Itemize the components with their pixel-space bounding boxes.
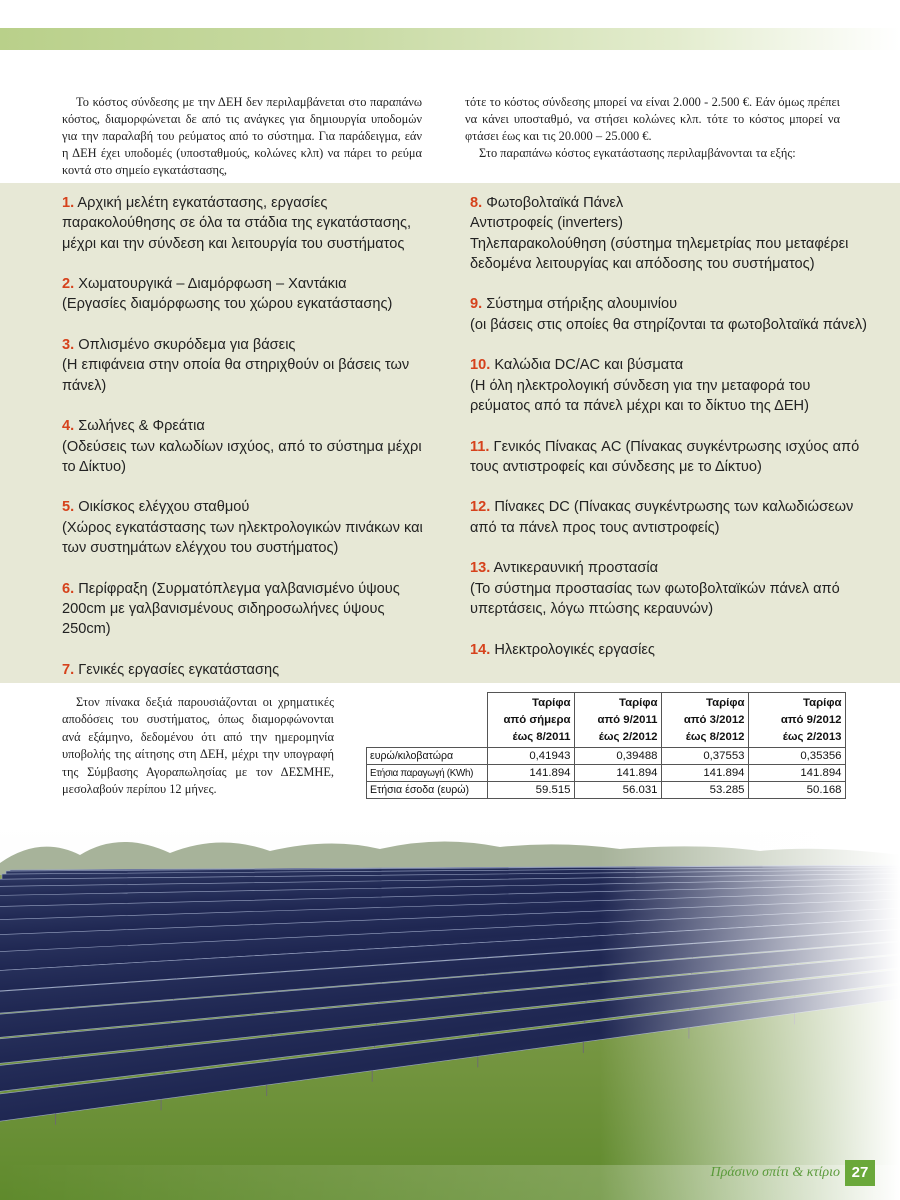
cost-item-number: 12.	[470, 499, 491, 516]
cost-item	[62, 497, 432, 558]
tariff-cell: 0,37553	[661, 748, 748, 765]
intro-text-right	[465, 94, 840, 162]
cost-item-description: (Η επιφάνεια στην οποία θα στηριχθούν οι βάσεις των πάνελ)	[62, 357, 410, 394]
cost-item	[62, 335, 432, 396]
cost-item-description: (Οδεύσεις των καλωδίων ισχύος, από το σύστημα μέχρι το Δίκτυο)	[62, 438, 422, 475]
cost-item-number: 3.	[62, 337, 75, 354]
tariff-row-label: Ετήσια έσοδα (ευρώ)	[367, 782, 488, 799]
table-description-text: Στον πίνακα δεξιά παρουσιάζονται οι χρηματικές αποδόσεις του συστήματος, όπως διαμορφώνονται ανά εξάμηνο, δεδομένου ότι από την ημερομηνία υποβολής της αίτησης στη ΔΕΗ, μέχρι την υπογραφή της Σύμβασης Αγοραπωλησίας με τον ΔΕΣΜΗΕ, μεσολαβούν περίπου 12 μήνες.	[62, 695, 334, 797]
cost-item	[62, 660, 432, 680]
cost-item-number: 11.	[470, 438, 490, 455]
tariff-header-3-line3: έως 8/2012	[685, 731, 745, 743]
cost-item-title: Χωματουργικά – Διαμόρφωση – Χαντάκια	[78, 276, 347, 293]
tariff-header-4-line3: έως 2/2013	[782, 731, 842, 743]
cost-item-description: (Η όλη ηλεκτρολογική σύνδεση για την μεταφορά του ρεύματος από τα πάνελ μέχρι και το δίκτυο της ΔΕΗ)	[470, 377, 811, 414]
tariff-cell: 56.031	[574, 782, 661, 799]
cost-item-title: Γενικός Πίνακας AC (Πίνακας συγκέντρωσης ισχύος από τους αντιστροφείς και σύνδεσης με το Δίκτυο)	[470, 438, 860, 475]
cost-list-left	[62, 193, 432, 700]
cost-item-title: Περίφραξη (Συρματόπλεγμα γαλβανισμένο ύψους 200cm με γαλβανισμένους σιδηροσωλήνες ύψους 250cm)	[62, 580, 400, 638]
intro-paragraph-right-2: Στο παραπάνω κόστος εγκατάστασης περιλαμβάνονται τα εξής:	[479, 146, 796, 160]
tariff-cell: 0,39488	[574, 748, 661, 765]
tariff-header-row	[367, 693, 846, 748]
cost-item-title: Καλώδια DC/AC και βύσματα	[494, 357, 684, 374]
cost-item-title: Σωλήνες & Φρεάτια	[78, 418, 205, 435]
tariff-header-4-line2: από 9/2012	[780, 714, 842, 726]
solar-farm-photo	[0, 825, 900, 1200]
page-number: 27	[845, 1160, 875, 1186]
tariff-cell: 141.894	[748, 765, 845, 782]
tariff-cell: 141.894	[487, 765, 574, 782]
cost-item-number: 14.	[470, 641, 491, 658]
cost-item-number: 9.	[470, 296, 483, 313]
cost-item-title: Αντικεραυνική προστασία	[493, 560, 659, 577]
cost-item-title: Φωτοβολταϊκά Πάνελ	[486, 195, 624, 211]
tariff-header-3-line2: από 3/2012	[683, 714, 745, 726]
cost-item	[470, 294, 870, 335]
tariff-header-1-line1: Ταρίφα	[532, 697, 571, 709]
tariff-table	[366, 692, 846, 799]
cost-item	[470, 193, 870, 274]
tariff-cell: 59.515	[487, 782, 574, 799]
cost-item-number: 5.	[62, 499, 75, 516]
cost-item-number: 1.	[62, 195, 75, 211]
cost-item-description: (Εργασίες διαμόρφωσης του χώρου εγκατάστασης)	[62, 296, 393, 313]
solar-farm-illustration	[0, 825, 900, 1200]
cost-item-number: 13.	[470, 560, 491, 577]
cost-item-number: 6.	[62, 580, 75, 597]
tariff-cell: 53.285	[661, 782, 748, 799]
cost-item-title: Σύστημα στήριξης αλουμινίου	[486, 296, 678, 313]
tariff-cell: 141.894	[574, 765, 661, 782]
tariff-header-3	[661, 693, 748, 748]
cost-item-title: Αρχική μελέτη εγκατάστασης, εργασίες παρακολούθησης σε όλα τα στάδια της εγκατάστασης, μέχρι και την σύνδεση και λειτουργία του συστήματος	[62, 195, 412, 252]
cost-item-number: 10.	[470, 357, 491, 374]
magazine-title: Πράσινο σπίτι & κτίριο	[710, 1165, 840, 1180]
tariff-header-empty	[367, 693, 488, 748]
cost-item-description: Αντιστροφείς (inverters) Τηλεπαρακολούθηση (σύστημα τηλεμετρίας που μεταφέρει δεδομένα λειτουργίας και απόδοσης του συστήματος)	[470, 215, 849, 272]
cost-item	[470, 640, 870, 660]
tariff-header-3-line1: Ταρίφα	[706, 697, 745, 709]
cost-item-number: 8.	[470, 195, 483, 211]
cost-item	[470, 497, 870, 538]
cost-item-number: 2.	[62, 276, 75, 293]
tariff-header-4	[748, 693, 845, 748]
tariff-row-income	[367, 782, 846, 799]
cost-item-title: Οικίσκος ελέγχου σταθμού	[78, 499, 250, 516]
cost-item	[62, 274, 432, 315]
tariff-header-1-line3: έως 8/2011	[512, 731, 571, 743]
cost-item-title: Οπλισμένο σκυρόδεμα για βάσεις	[78, 337, 296, 354]
tariff-row-price	[367, 748, 846, 765]
cost-item	[470, 355, 870, 416]
table-description	[62, 694, 334, 798]
tariff-cell: 0,35356	[748, 748, 845, 765]
tariff-cell: 50.168	[748, 782, 845, 799]
cost-item	[62, 193, 432, 254]
tariff-cell: 141.894	[661, 765, 748, 782]
tariff-header-1	[487, 693, 574, 748]
tariff-header-2-line2: από 9/2011	[597, 714, 658, 726]
cost-item-description: (οι βάσεις στις οποίες θα στηρίζονται τα φωτοβολταϊκά πάνελ)	[470, 316, 867, 333]
cost-list-right	[470, 193, 870, 680]
intro-text-left	[62, 94, 422, 179]
cost-item-number: 4.	[62, 418, 75, 435]
tariff-cell: 0,41943	[487, 748, 574, 765]
cost-item	[62, 416, 432, 477]
cost-item-description: (Χώρος εγκατάστασης των ηλεκτρολογικών πινάκων και των συστημάτων ελέγχου του συστήματος)	[62, 519, 423, 557]
cost-item	[470, 437, 870, 478]
tariff-header-1-line2: από σήμερα	[503, 714, 571, 726]
cost-item-description: (Το σύστημα προστασίας των φωτοβολταϊκών πάνελ από υπερτάσεις, λόγω πτώσης κεραυνών)	[470, 580, 840, 617]
tariff-header-2-line1: Ταρίφα	[619, 697, 658, 709]
cost-item-title: Ηλεκτρολογικές εργασίες	[494, 641, 655, 658]
intro-paragraph-left: Το κόστος σύνδεσης με την ΔΕΗ δεν περιλαμβάνεται στο παραπάνω κόστος, διαμορφώνεται δε από τις ανάγκες για δημιουργία υποδομών για την παραλαβή του ρεύματος από το σύστημα. Για παράδειγμα, εάν η ΔΕΗ έχει υποδομές (υποσταθμούς, κολώνες κλπ) να πάρει το ρεύμα κοντά στο σημείο εγκατάστασης,	[62, 95, 422, 177]
tariff-row-production	[367, 765, 846, 782]
intro-paragraph-right-1: τότε το κόστος σύνδεσης μπορεί να είναι 2.000 - 2.500 €. Εάν όμως πρέπει να κάνει υποσταθμό, να στήσει κολώνες κλπ. τότε το κόστος μπορεί να φτάσει έως και τις 20.000 – 25.000 €.	[465, 95, 840, 143]
top-color-bar	[0, 28, 900, 50]
cost-item	[470, 558, 870, 619]
cost-item-title: Πίνακες DC (Πίνακας συγκέντρωσης των καλωδιώσεων από τα πάνελ προς τους αντιστροφείς)	[470, 499, 854, 536]
tariff-row-label: Ετήσια παραγωγή (KWh)	[367, 765, 488, 782]
cost-item-number: 7.	[62, 661, 75, 678]
tariff-row-label: ευρώ/κιλοβατώρα	[367, 748, 488, 765]
tariff-header-4-line1: Ταρίφα	[803, 697, 842, 709]
tariff-header-2-line3: έως 2/2012	[598, 731, 658, 743]
tariff-header-2	[574, 693, 661, 748]
cost-item	[62, 579, 432, 640]
cost-item-title: Γενικές εργασίες εγκατάστασης	[78, 661, 280, 678]
